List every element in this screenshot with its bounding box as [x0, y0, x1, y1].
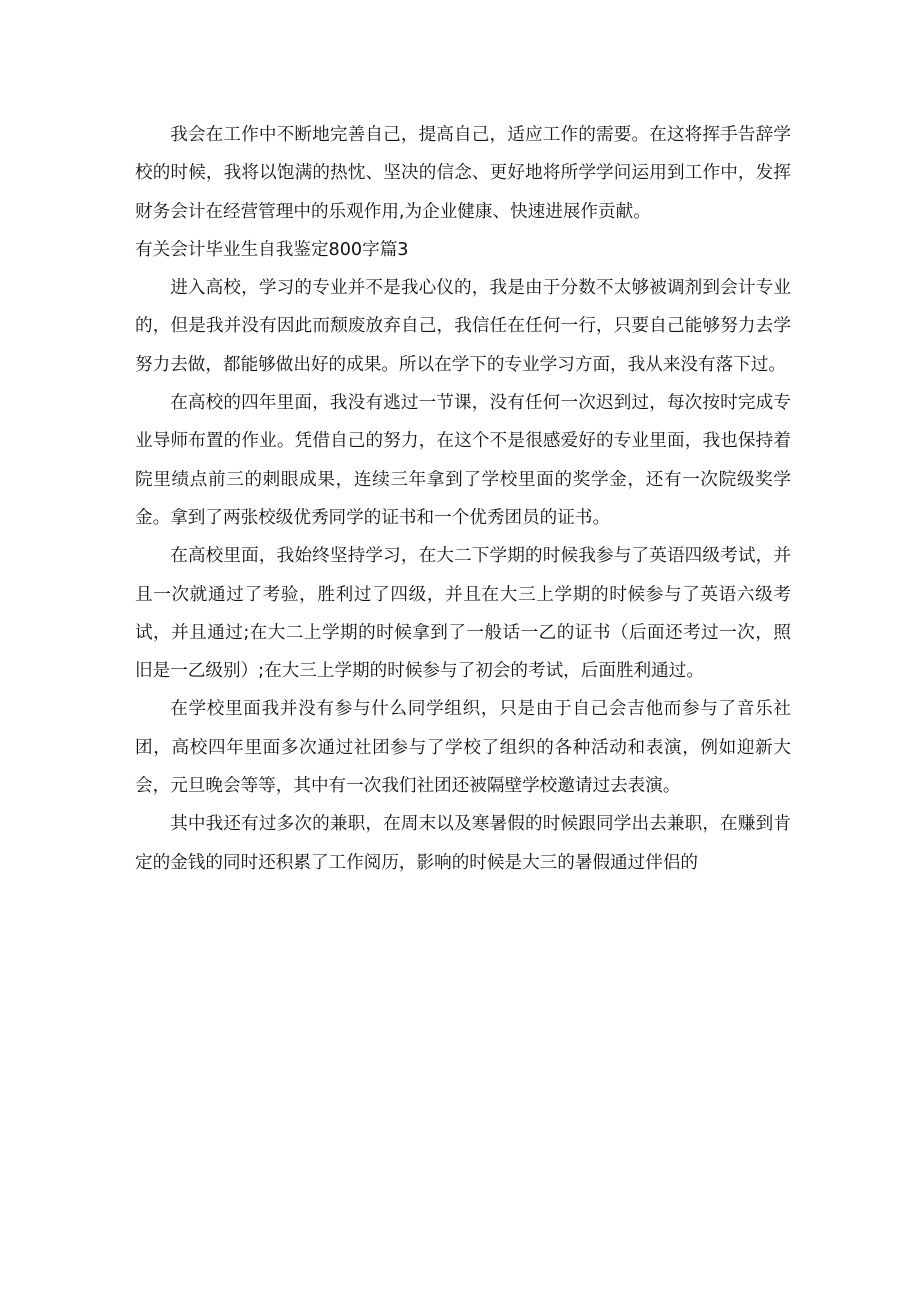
paragraph-6: 其中我还有过多次的兼职，在周末以及寒暑假的时候跟同学出去兼职，在赚到肯定的金钱的同时还积累了工作阅历，影响的时候是大三的暑假通过伴侣的 — [135, 814, 791, 873]
paragraph-1: 我会在工作中不断地完善自己，提高自己，适应工作的需要。在这将挥手告辞学校的时候，我将以饱满的热忱、坚决的信念、更好地将所学学问运用到工作中，发挥财务会计在经营管理中的乐观作用,为企业健康、快速进展作贡献。 — [135, 125, 791, 222]
section-heading: 有关会计毕业生自我鉴定800字篇3 — [135, 239, 409, 260]
paragraph-5: 在学校里面我并没有参与什么同学组织，只是由于自己会吉他而参与了音乐社团，高校四年里面多次通过社团参与了学校了组织的各种活动和表演，例如迎新大会，元旦晚会等等，其中有一次我们社团还被隔壁学校邀请过去表演。 — [135, 699, 791, 797]
paragraph-4: 在高校里面，我始终坚持学习，在大二下学期的时候我参与了英语四级考试，并且一次就通过了考验，胜利过了四级，并且在大三上学期的时候参与了英语六级考试，并且通过;在大二上学期的时候拿到了一般话一乙的证书（后面还考过一次，照旧是一乙级别）;在大三上学期的时候参与了初会的考试，后面胜利通过。 — [135, 546, 791, 682]
paragraph-2: 进入高校，学习的专业并不是我心仪的，我是由于分数不太够被调剂到会计专业的，但是我并没有因此而颓废放弃自己，我信任在任何一行，只要自己能够努力去学努力去做，都能够做出好的成果。所以在学下的专业学习方面，我从来没有落下过。 — [135, 278, 791, 375]
document-body — [135, 116, 791, 882]
paragraph-3: 在高校的四年里面，我没有逃过一节课，没有任何一次迟到过，每次按时完成专业导师布置的作业。凭借自己的努力，在这个不是很感爱好的专业里面，我也保持着院里绩点前三的刺眼成果，连续三年拿到了学校里面的奖学金，还有一次院级奖学金。拿到了两张校级优秀同学的证书和一个优秀团员的证书。 — [135, 393, 791, 528]
